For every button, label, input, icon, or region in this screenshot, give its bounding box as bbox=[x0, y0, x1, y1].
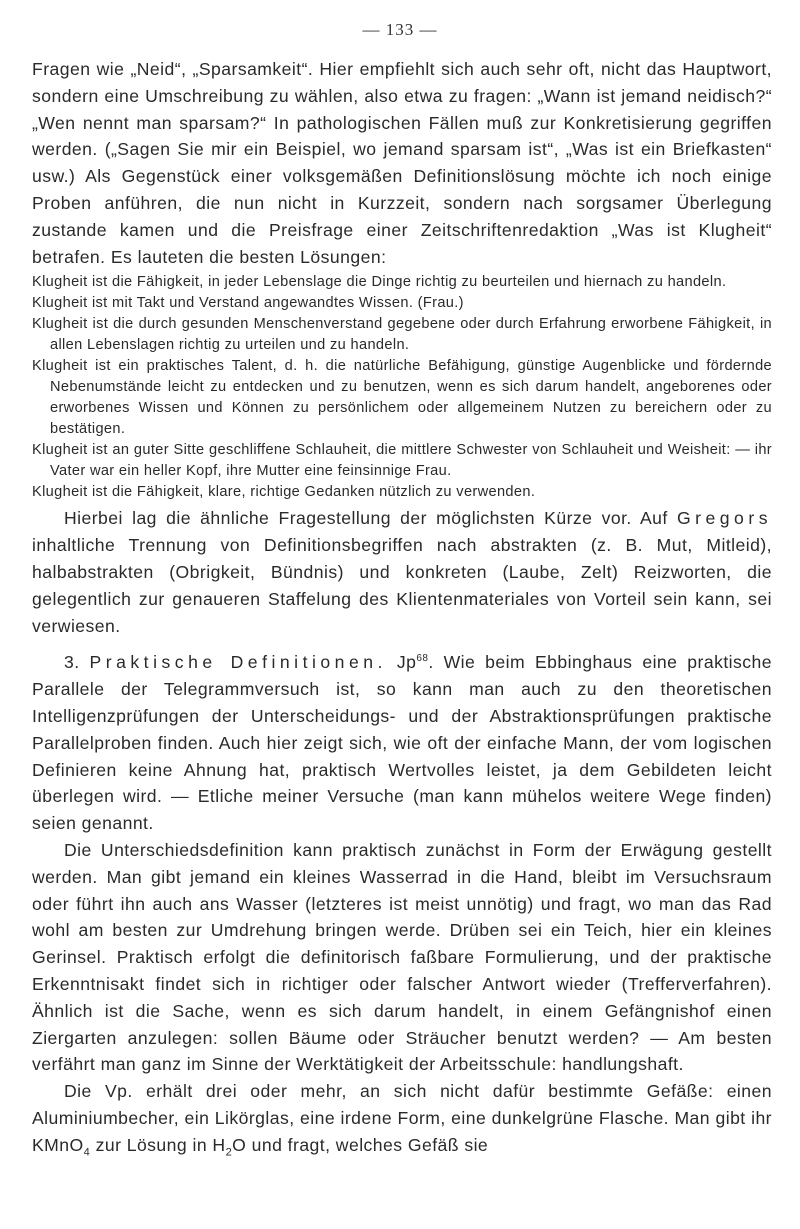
section-heading: Praktische Definitionen. bbox=[89, 652, 387, 673]
section-reference-sup: 68 bbox=[416, 653, 429, 665]
page-number: — 133 — bbox=[362, 20, 438, 39]
vp-text-middle: zur Lösung in H bbox=[90, 1134, 226, 1155]
page-body bbox=[32, 56, 772, 1159]
gregor-name: Gregors bbox=[676, 508, 772, 529]
gregor-text-after: inhaltliche Trennung von Definitionsbegriffen nach abstrakten (z. B. Mut, Mitleid), halbabstrakten (Obrigkeit, Bündnis) und konkreten (Laube, Zelt) Reizworten, die gelegentlich zur genaueren Staffelung des Klientenmateriales von Vorteil sein kann, sei verwiesen. bbox=[32, 535, 772, 636]
intro-paragraph: Fragen wie „Neid“, „Sparsamkeit“. Hier empfiehlt sich auch sehr oft, nicht das Hauptwort, sondern eine Umschreibung zu wählen, also etwa zu fragen: „Wann ist jemand neidisch?“ „Wen nennt man sparsam?“ In pathologischen Fällen muß zur Konkretisierung gegriffen werden. („Sagen Sie mir ein Beispiel, wo jemand sparsam ist“, „Was ist ein Briefkasten“ usw.) Als Gegenstück einer volksgemäßen Definitionslösung möchte ich noch einige Proben anführen, die nun nicht in Kurzzeit, sondern nach sorgsamer Überlegung zustande kamen und die Preisfrage einer Zeitschriftenredaktion „Was ist Klugheit“ betrafen. Es lauteten die besten Lösungen: bbox=[32, 59, 772, 267]
definition-item: Klugheit ist die durch gesunden Menschenverstand gegebene oder durch Erfahrung erworbene Fähigkeit, in allen Lebenslagen richtig zu urteilen und zu handeln. bbox=[32, 316, 772, 354]
definition-list bbox=[32, 272, 772, 503]
definition-item: Klugheit ist die Fähigkeit, in jeder Lebenslage die Dinge richtig zu beurteilen und hiernach zu handeln. bbox=[32, 274, 727, 291]
vp-paragraph bbox=[32, 1078, 772, 1158]
gregor-paragraph bbox=[32, 505, 772, 639]
section-number: 3. bbox=[64, 652, 80, 673]
vp-text-after: O und fragt, welches Gefäß sie bbox=[232, 1134, 489, 1155]
unterschied-paragraph: Die Unterschiedsdefinition kann praktisch zunächst in Form der Erwägung gestellt werden. Man gibt jemand ein kleines Wasserrad in die Hand, bleibt im Versuchsraum oder führt ihn auch ans Wasser (letzteres ist meist unnötig) und fragt, wo man das Rad wohl am besten zur Umdrehung bringen werde. Drüben sei ein Teich, hier ein kleines Gerinsel. Praktisch erfolgt die definitorisch faßbare Formulierung, und der praktische Erkenntnisakt findet sich in richtiger oder falscher Antwort wieder (Trefferverfahren). Ähnlich ist die Sache, wenn es sich darum handelt, in einem Gefängnishof einen Ziergarten anzulegen: sollen Bäume oder Sträucher benutzt werden? — Am besten verfährt man ganz im Sinne der Werktätigkeit der Arbeitsschule: handlungshaft. bbox=[32, 839, 772, 1075]
section-text: Wie beim Ebbinghaus eine praktische Parallele der Telegrammversuch ist, so kann man auch zu den theoretischen Intelligenzprüfungen der Unterscheidungs- und der Abstraktionsprüfungen praktische Parallelproben finden. Auch hier zeigt sich, wie oft der einfache Mann, der vom logischen Definieren keine Ahnung hat, praktisch Wertvolles leistet, ja dem Gebildeten leicht überlegen wird. — Etliche meiner Versuche (man kann mühelos weitere Wege finden) seien genannt. bbox=[32, 652, 772, 834]
definition-item: Klugheit ist mit Takt und Verstand angewandtes Wissen. (Frau.) bbox=[32, 295, 464, 312]
definition-item: Klugheit ist an guter Sitte geschliffene Schlauheit, die mittlere Schwester von Schlauheit und Weisheit: — ihr Vater war ein heller Kopf, ihre Mutter eine feinsinnige Frau. bbox=[32, 442, 772, 480]
gregor-text-before: Hierbei lag die ähnliche Fragestellung der möglichsten Kürze vor. Auf bbox=[64, 508, 677, 529]
definition-item: Klugheit ist die Fähigkeit, klare, richtige Gedanken nützlich zu verwenden. bbox=[32, 484, 536, 501]
section-3-paragraph: 3. Praktische Definitionen. Jp$^{68}$. Wie beim Ebbinghaus eine praktische Parallele der Telegrammversuch ist, so kann man auch zu den theoretischen Intelligenzprüfungen der Unterscheidungs- und der Abstraktionsprüfungen praktische Parallelproben finden. Auch hier zeigt sich, wie oft der einfache Mann, der vom logischen Definieren keine Ahnung hat, praktisch Wertvolles leistet, ja dem Gebildeten leicht überlegen wird. — Etliche meiner Versuche (man kann mühelos weitere Wege finden) seien genannt. bbox=[32, 652, 772, 834]
section-reference: Jp bbox=[396, 652, 417, 673]
vp-subscript-2: 2 bbox=[225, 1146, 233, 1159]
definition-item: Klugheit ist ein praktisches Talent, d. h. die natürliche Befähigung, günstige Augenblicke und fördernde Nebenumstände leicht zu entdecken und zu benutzen, wenn es sich darum handelt, angeborenes oder erworbenes Wissen und Können zu persönlichem oder allgemeinem Nutzen zu bereichern oder zu bestätigen. bbox=[32, 358, 772, 438]
vp-subscript-4: 4 bbox=[83, 1146, 91, 1159]
vp-text-before: Die Vp. erhält drei oder mehr, an sich nicht dafür bestimmte Gefäße: einen Aluminiumbecher, ein Likörglas, eine irdene Form, eine dunkelgrüne Flasche. Man gibt ihr KMnO bbox=[32, 1081, 772, 1155]
